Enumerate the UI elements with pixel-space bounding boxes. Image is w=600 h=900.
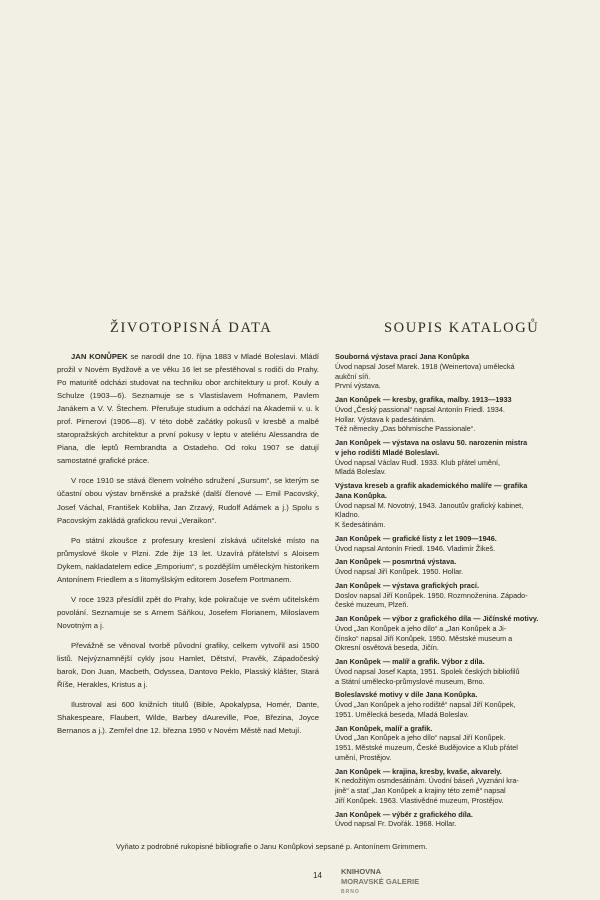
catalog-title: Jan Konůpek — výstava na oslavu 50. narozenin mistra: [335, 438, 528, 447]
catalog-entry: [335, 690, 567, 719]
catalog-detail: Úvod „Český passional“ napsal Antonín Friedl. 1934.: [335, 404, 505, 414]
biography-text: V roce 1923 přesídlil zpět do Prahy, kde pokračuje ve svém učitelském povolání. Seznamuje se s Arnem Sáňkou, Josefem Florianem, Miloslavem Novotným a j.: [57, 594, 319, 630]
catalog-detail: Jiří Konůpek. 1963. Vlastivědné muzeum, Prostějov.: [335, 795, 504, 805]
catalog-title: Jana Konůpka.: [335, 490, 387, 500]
catalog-detail: Úvod „Jan Konůpek a jeho dílo“ a „Jan Konůpek a Ji-: [335, 623, 507, 633]
catalog-title: Jan Konůpek — krajina, kresby, kvaše, akvarely.: [335, 766, 502, 776]
biography-paragraph: [57, 474, 319, 526]
catalog-title: Souborná výstava prací Jana Konůpka: [335, 352, 470, 361]
catalog-detail: Též německy „Das böhmische Passionale“.: [335, 424, 476, 434]
catalog-entry: [335, 810, 567, 830]
biography-text: se narodil dne 10. října 1883 v Mladé Boleslavi. Mládí prožil v Novém Bydžově a ve věku 16 let se přestěhoval s rodiči do Prahy. Po maturitě odcházi studovat na techniku obor architektury u prof. Kouly a Schulze (1903—6). Seznamuje se s Vlastislavem Hofmanem, Pavlem Janákem a V. V. Štechem. Přerušuje studium a odchází na Akademii v. u. k prof. Pirnerovi (1906—8). V této době začátky pokusů v kresbě a malbě staropražských architektur a první pokusy v leptu v ateliéru Alessandra de Piana, dle leptů Rembrandta a Ostadeho. Od roku 1907 se datují samostatné grafické práce.: [57, 352, 319, 466]
catalog-title: Jan Konůpek — výběr z grafického díla.: [335, 809, 473, 819]
biography-heading: ŽIVOTOPISNÁ DATA: [110, 320, 273, 336]
catalog-title: Jan Konůpek, malíř a grafik.: [335, 723, 433, 733]
catalog-list: [335, 352, 567, 833]
biography-column: [57, 350, 319, 744]
catalog-entry: [335, 438, 567, 477]
catalog-detail: jině“ a stať „Jan Konůpek a krajiny této země“ napsal: [335, 786, 506, 795]
catalog-entry: [335, 534, 567, 554]
catalog-detail: Úvod napsal Josef Marek. 1918 (Weinertova) umělecká: [335, 361, 515, 371]
catalog-detail: Úvod napsal Fr. Dvořák. 1968. Hollar.: [335, 819, 457, 829]
biography-text: Po státní zkoušce z profesury kreslení získává učitelské místo na průmyslové škole v Plzni. Zde žije 13 let. Uzavírá přátelství s Aloisem Dykem, nakladatelem edice „Emporium“, s pozdějším uměleckým historikem Antonínem Friedlem a s litomyšlským editorem Josefem Portmanem.: [57, 535, 319, 584]
catalog-detail: české muzeum, Plzeň.: [335, 600, 409, 610]
catalog-detail: čínsko“ napsal Jiří Konůpek. 1950. Městské museum a: [335, 633, 513, 643]
stamp-line: KNIHOVNA: [341, 867, 382, 876]
stamp-line: MORAVSKÉ GALERIE: [341, 877, 420, 886]
catalog-detail: Mladá Boleslav.: [335, 467, 386, 477]
catalog-title: Jan Konůpek — malíř a grafik. Výbor z díla.: [335, 657, 485, 666]
catalogs-heading: SOUPIS KATALOGŮ: [384, 320, 540, 336]
catalog-detail: aukční síň.: [335, 371, 371, 381]
catalog-detail: a Státní umělecko-průmyslové museum, Brno.: [335, 676, 485, 686]
catalog-detail: Úvod napsal M. Novotný, 1943. Janoutův grafický kabinet,: [335, 500, 524, 510]
catalog-entry: [335, 395, 567, 434]
biography-paragraph: [57, 534, 319, 586]
catalog-entry: [335, 767, 567, 806]
biography-lead: JAN KONŮPEK: [71, 352, 128, 361]
catalog-entry: [335, 352, 567, 391]
catalog-entry: [335, 581, 567, 610]
catalog-entry: [335, 557, 567, 577]
catalog-title: Jan Konůpek — výbor z grafického díla — Jičínské motivy.: [335, 614, 539, 623]
biography-paragraph: [57, 350, 319, 467]
catalog-detail: K nedožitým osmdesátinám. Úvodní báseň „Vyznání kra-: [335, 776, 519, 786]
biography-text: Převážně se věnoval tvorbě původní grafiky, celkem vytvořil asi 1500 listů. Nejvýznamnější cykly jsou Hamlet, Dětství, Pravěk, Západočeský barok, Don Juan, Macbeth, Odyssea, Dantovo Peklo, Plasský klášter, Stará Říše, Herakles, Kristus a j.: [57, 640, 319, 690]
catalog-detail: Úvod napsal Antonín Friedl. 1946. Vladimír Žikeš.: [335, 543, 496, 553]
catalog-entry: [335, 724, 567, 763]
catalog-title: v jeho rodišti Mladé Boleslavi.: [335, 447, 440, 457]
library-stamp: [341, 867, 419, 897]
biography-paragraph: [57, 593, 319, 632]
catalog-title: Jan Konůpek — kresby, grafika, malby. 1913—1933: [335, 395, 512, 404]
page-number: 14: [313, 871, 322, 880]
catalog-detail: Úvod napsal Jiří Konůpek. 1950. Hollar.: [335, 567, 464, 576]
catalog-detail: Úvod „Jan Konůpek a jeho dílo“ napsal Jiří Konůpek.: [335, 733, 506, 743]
biography-text: Ilustroval asi 600 knižních titulů (Bible, Apokalypsa, Homér, Dante, Shakespeare, Flaubert, Wilde, Barbey dAureville, Poe, Březina, Joyce Bernanos a j.). Zemřel dne 12. března 1950 v Novém Městě nad Metují.: [57, 700, 319, 736]
biography-paragraph: [57, 639, 319, 691]
catalog-detail: Hollar. Výstava k padesátinám.: [335, 414, 436, 424]
biography-paragraph: [57, 698, 319, 737]
stamp-line: BRNO: [341, 889, 360, 895]
catalog-detail: První výstava.: [335, 381, 381, 391]
catalog-detail: Kladno.: [335, 510, 360, 520]
biography-text: V roce 1910 se stává členem volného sdružení „Sursum“, se kterým se účastní obou výstav brněnské a pražské (další členové — Emil Pacovský, Josef Váchal, František Kobliha, Jan Zrzavý, Rudolf Adámek a j.) Spolu s Pacovským zakládá grafickou revui „Veraikon“.: [57, 476, 319, 525]
catalog-title: Jan Konůpek — grafické listy z let 1909—1946.: [335, 533, 497, 543]
catalog-entry: [335, 657, 567, 686]
catalog-entry: [335, 481, 567, 530]
catalog-title: Výstava kreseb a grafik akademického malíře — grafika: [335, 481, 528, 490]
catalog-detail: Úvod „Jan Konůpek a jeho rodiště“ napsal Jiří Konůpek,: [335, 700, 516, 709]
catalog-detail: 1951. Městské muzeum, České Budějovice a Klub přátel: [335, 743, 518, 752]
catalog-detail: Úvod napsal Václav Rudl. 1933. Klub přátel umění,: [335, 457, 501, 467]
catalog-title: Boleslavské motivy v díle Jana Konůpka.: [335, 690, 478, 700]
catalog-detail: Okresní osvětová beseda, Jičín.: [335, 643, 439, 653]
catalog-detail: 1951. Umělecká beseda, Mladá Boleslav.: [335, 709, 469, 719]
catalog-title: Jan Konůpek — výstava grafických prací.: [335, 580, 479, 590]
source-note: Vyňato z podrobné rukopisné bibliografie o Janu Konůpkovi sepsané p. Antonínem Grimmem.: [116, 842, 428, 851]
catalog-detail: K šedesátinám.: [335, 520, 386, 529]
catalog-detail: Doslov napsal Jiří Konůpek. 1950. Rozmnoženina. Západo-: [335, 590, 528, 600]
catalog-title: Jan Konůpek — posmrtná výstava.: [335, 557, 457, 567]
catalog-entry: [335, 614, 567, 653]
catalog-detail: umění, Prostějov.: [335, 752, 392, 762]
catalog-detail: Úvod napsal Josef Kapta, 1951. Spolek českých bibliofilů: [335, 666, 520, 676]
